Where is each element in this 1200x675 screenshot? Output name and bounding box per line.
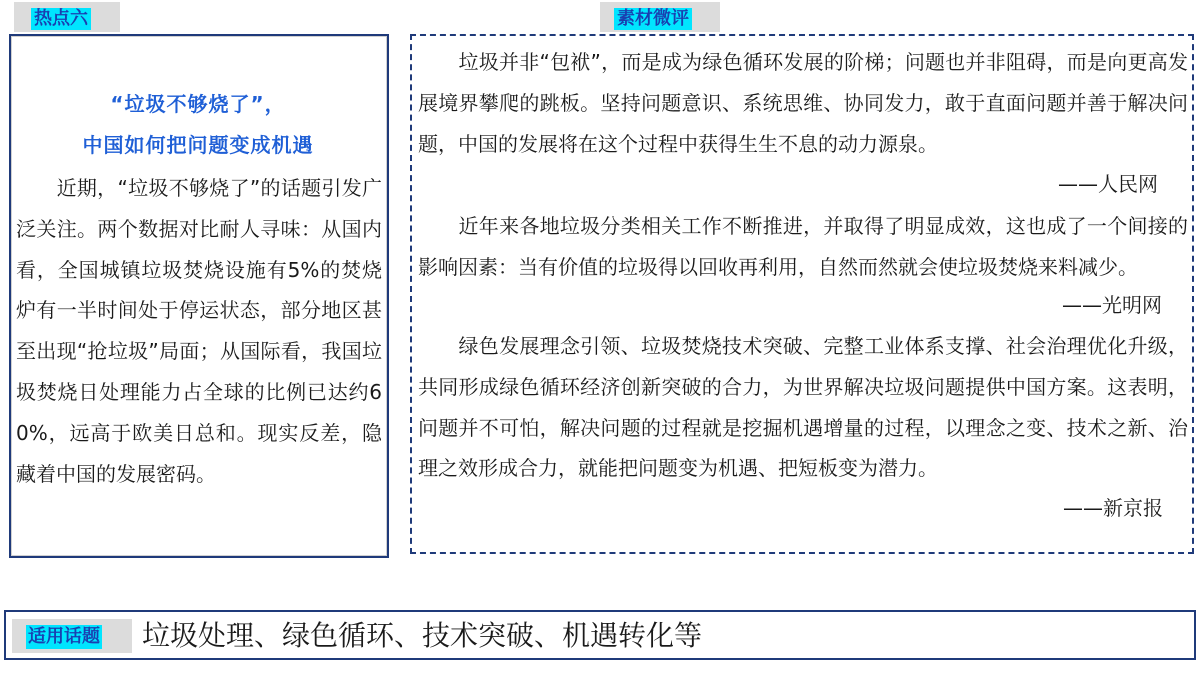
comment-tab — [600, 2, 720, 32]
topic-list: 垃圾处理、绿色循环、技术突破、机遇转化等 — [142, 619, 703, 652]
hotspot-tab-label: 热点六 — [31, 8, 91, 30]
hotspot-tab — [14, 2, 120, 32]
comment-source: ——人民网 — [1058, 172, 1158, 196]
headline-line-1: “垃圾不够烧了”， — [110, 92, 286, 116]
comment-paragraph: 绿色发展理念引领、垃圾焚烧技术突破、完整工业体系支撑、社会治理优化升级，共同形成绿色循环经济创新突破的合力，为世界解决垃圾问题提供中国方案。这表明，问题并不可怕，解决问题的过程就是挖掘机遇增量的过程，以理念之变、技术之新、治理之效形成合力，就能把问题变为机遇、把短板变为潜力。 — [418, 334, 1188, 481]
comment-paragraph: 近年来各地垃圾分类相关工作不断推进，并取得了明显成效，这也成了一个间接的影响因素：当有价值的垃圾得以回收再利用，自然而然就会使垃圾焚烧来料减少。 — [418, 214, 1188, 279]
topic-badge: 适用话题 — [28, 626, 100, 647]
headline-line-2: 中国如何把问题变成机遇 — [82, 133, 314, 157]
comment-paragraph: 垃圾并非“包袱”，而是成为绿色循环发展的阶梯；问题也并非阻碍，而是向更高发展境界攀爬的跳板。坚持问题意识、系统思维、协同发力，敢于直面问题并善于解决问题，中国的发展将在这个过程中获得生生不息的动力源泉。 — [418, 50, 1188, 156]
hotspot-body-text: 近期，“垃圾不够烧了”的话题引发广泛关注。两个数据对比耐人寻味：从国内看，全国城镇垃圾焚烧设施有5%的焚烧炉有一半时间处于停运状态，部分地区甚至出现“抢垃圾”局面；从国际看，我国垃圾焚烧日处理能力占全球的比例已达约60%，远高于欧美日总和。现实反差，隐藏着中国的发展密码。 — [16, 176, 382, 486]
comment-source: ——新京报 — [1063, 496, 1163, 520]
comment-source: ——光明网 — [1062, 293, 1162, 317]
comment-tab-label: 素材微评 — [614, 8, 692, 30]
